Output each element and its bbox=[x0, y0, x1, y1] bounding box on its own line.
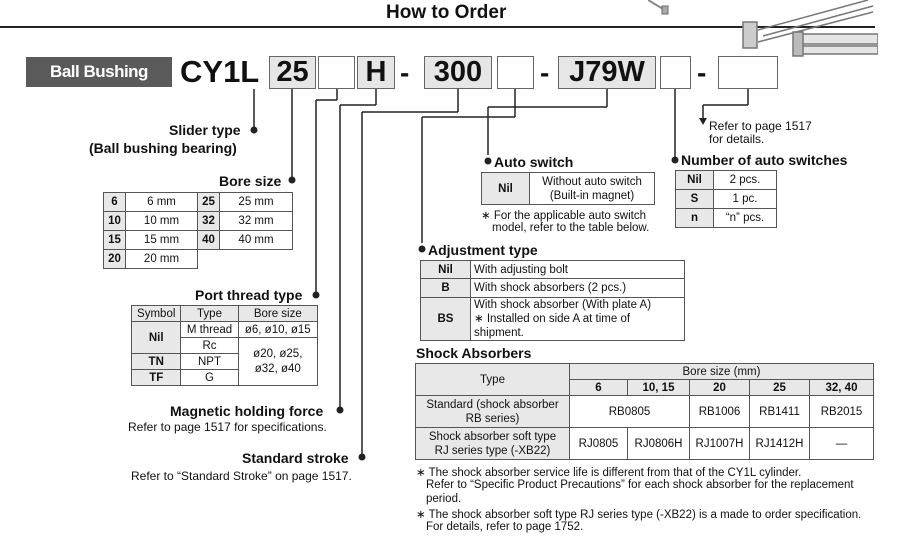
num-switches-box bbox=[660, 56, 691, 89]
auto-switch-table: Nil Without auto switch (Built-in magnet) bbox=[481, 172, 655, 205]
option-box bbox=[718, 56, 778, 89]
footnote-2: Refer to “Specific Product Precautions” for each shock absorber for the replacement bbox=[426, 479, 854, 491]
footnote-1: ∗ The shock absorber service life is different from that of the CY1L cylinder. bbox=[416, 467, 802, 479]
dash-1: - bbox=[400, 57, 410, 88]
stroke-box: 300 bbox=[424, 56, 492, 89]
dash-3: - bbox=[697, 57, 707, 88]
slider-type-sub: (Ball bushing bearing) bbox=[89, 140, 237, 156]
bore-box: 25 bbox=[269, 56, 316, 89]
model-code: CY1L bbox=[180, 54, 260, 89]
shock-absorbers-title: Shock Absorbers bbox=[416, 345, 532, 361]
footnote-4: ∗ The shock absorber soft type RJ series type (-XB22) is a made to order specification. bbox=[416, 509, 862, 521]
num-switches-table: Nil 2 pcs. S 1 pc. n “n” pcs. bbox=[675, 170, 777, 228]
magnetic-sub: Refer to page 1517 for specifications. bbox=[128, 420, 327, 434]
shock-absorbers-table: Type Bore size (mm) 6 10, 15 20 25 32, 40 Standard (shock absorber RB series) RB0805 RB1006 RB1411 RB2015 Shock absorber soft type RJ series type (-XB22) RJ0805 RJ0806H RJ1007H RJ1412H — bbox=[415, 363, 874, 460]
refer-note-1: Refer to page 1517 bbox=[709, 119, 812, 133]
dash-2: - bbox=[540, 57, 550, 88]
slider-type-label: Slider type bbox=[169, 122, 241, 138]
adjustment-label: Adjustment type bbox=[428, 242, 538, 258]
product-illustration bbox=[648, 0, 878, 60]
port-thread-label: Port thread type bbox=[195, 287, 303, 303]
port-thread-table: Symbol Type Bore size Nil M thread ø6, ø10, ø15 Rc ø20, ø25, ø32, ø40 TN NPT TF G bbox=[131, 305, 318, 386]
port-thread-box bbox=[318, 56, 355, 89]
magnetic-label: Magnetic holding force bbox=[170, 403, 324, 419]
adjustment-table: Nil With adjusting bolt B With shock absorbers (2 pcs.) BS With shock absorber (With plate A) ∗ Installed on side A at time of shipment. bbox=[420, 260, 685, 341]
adjustment-box bbox=[497, 56, 534, 89]
stroke-sub: Refer to “Standard Stroke” on page 1517. bbox=[131, 469, 352, 483]
page-title: How to Order bbox=[386, 2, 507, 23]
holding-force-box: H bbox=[357, 56, 395, 89]
stroke-label: Standard stroke bbox=[242, 450, 349, 466]
auto-switch-note-1: ∗ For the applicable auto switch bbox=[481, 210, 646, 222]
footnote-5: For details, refer to page 1752. bbox=[426, 521, 584, 533]
ball-bushing-badge: Ball Bushing Bearing bbox=[26, 57, 172, 87]
num-switches-label: Number of auto switches bbox=[681, 152, 848, 168]
auto-switch-box: J79W bbox=[558, 56, 656, 89]
auto-switch-label: Auto switch bbox=[494, 154, 574, 170]
bore-size-table: 6 6 mm 25 25 mm 10 10 mm 32 32 mm 15 15 mm 40 40 mm 20 20 mm bbox=[103, 192, 293, 269]
refer-note-2: for details. bbox=[709, 132, 765, 146]
footnote-3: period. bbox=[426, 493, 462, 505]
bore-size-label: Bore size bbox=[219, 173, 282, 189]
auto-switch-note-2: model, refer to the table below. bbox=[492, 222, 650, 234]
